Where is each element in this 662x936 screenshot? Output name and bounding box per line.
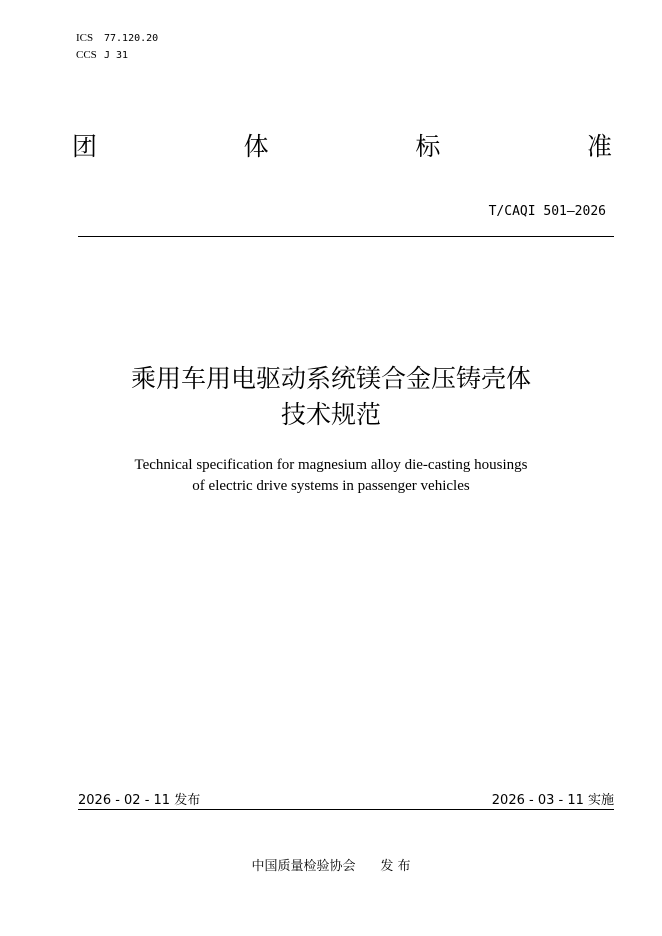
standard-type-char: 团: [72, 132, 98, 161]
standard-number: T/CAQI 501—2026: [488, 204, 606, 219]
issuer-line: [0, 855, 662, 874]
chinese-title-line-2: 技术规范: [280, 400, 381, 429]
english-title-line-1: Technical specification for magnesium alloy die-casting housings: [134, 457, 528, 473]
standard-type-char: 体: [243, 132, 269, 161]
ccs-label: CCS: [76, 49, 97, 61]
issuer-organization: 中国质量检验协会: [251, 859, 356, 874]
issuer-action: 发 布: [380, 859, 411, 874]
bottom-divider: [78, 809, 614, 810]
chinese-title-line-1: 乘用车用电驱动系统镁合金压铸壳体: [130, 364, 531, 393]
standard-type-char: 准: [586, 132, 612, 161]
standard-type-char: 标: [415, 132, 441, 161]
ics-label: ICS: [76, 32, 94, 44]
implementation-date: 2026 - 03 - 11 实施: [491, 793, 614, 808]
ccs-value: J 31: [104, 50, 129, 61]
ccs-classification: [76, 49, 128, 62]
english-title-line-2: of electric drive systems in passenger vehicles: [192, 478, 470, 494]
ics-value: 77.120.20: [104, 33, 159, 44]
top-divider: [78, 236, 614, 237]
issue-date: 2026 - 02 - 11 发布: [78, 793, 201, 808]
standard-type-heading: [72, 128, 612, 162]
ics-classification: [76, 32, 158, 45]
